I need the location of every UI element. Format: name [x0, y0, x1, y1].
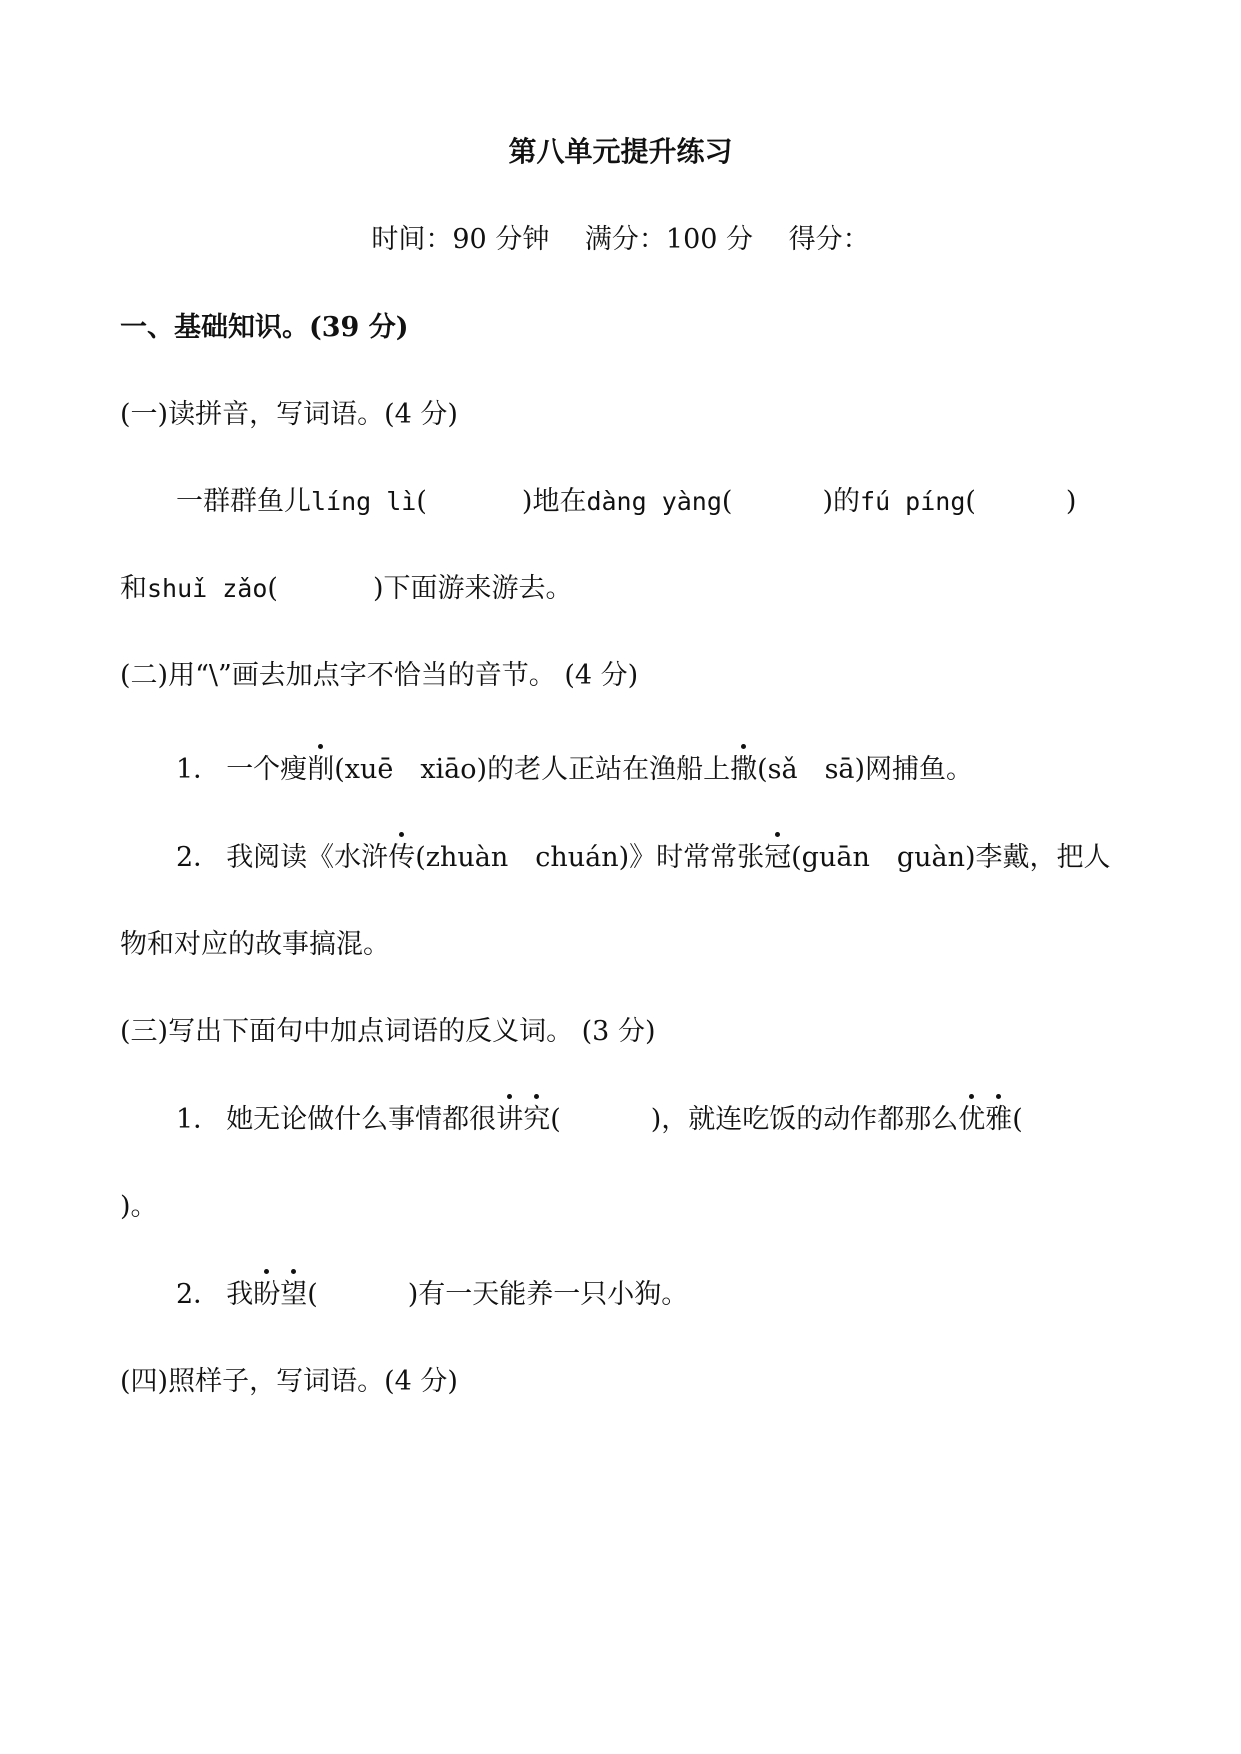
text-segment: 她无论做什么事情都很 — [226, 1104, 497, 1135]
text-segment: 一个瘦 — [226, 754, 308, 785]
page-title: 第八单元提升练习 — [508, 135, 733, 168]
question-heading-pronunciation: (二)用“\”画去加点字不恰当的音节。 (4 分) — [120, 660, 639, 691]
text-segment: )地在 — [521, 486, 587, 517]
text-segment: )有一天能养一只小狗。 — [407, 1279, 689, 1310]
pinyin-line-1: 一群群鱼儿líng lì( )地在dàng yàng( )的fú píng( ) — [176, 486, 1077, 517]
item-number: 1． — [176, 754, 221, 785]
dotted-char: 优 — [958, 1100, 985, 1140]
text-segment: 和 — [120, 573, 147, 604]
exam-meta: 时间：90 分钟 满分：100 分 得分： — [371, 224, 870, 255]
dotted-char: 撒 — [730, 750, 757, 790]
section-heading-basics: 一、基础知识。(39 分) — [120, 312, 409, 343]
dotted-word — [496, 1104, 550, 1135]
text-segment: ) — [1065, 486, 1077, 517]
antonym-item-1 — [0, 1100, 1241, 1140]
item-number: 2． — [176, 842, 221, 873]
dotted-char: 究 — [523, 1100, 550, 1140]
text-segment: )下面游来游去。 — [372, 573, 573, 604]
text-segment: )，就连吃饭的动作都那么 — [650, 1104, 959, 1135]
pinyin-lingli: líng lì — [311, 487, 417, 516]
item-number: 1． — [176, 1104, 221, 1135]
dotted-word — [958, 1104, 1012, 1135]
dotted-char: 讲 — [496, 1100, 523, 1140]
dotted-word — [253, 1279, 307, 1310]
text-segment: (sǎ sā)网捕鱼。 — [757, 754, 974, 785]
antonym-item-1-continued: )。 — [120, 1191, 158, 1222]
item-number: 2． — [176, 1279, 221, 1310]
text-segment: 我阅读《水浒 — [226, 842, 389, 873]
text-segment: ( — [1012, 1104, 1023, 1135]
pinyin-dangyang: dàng yàng — [586, 487, 722, 516]
dotted-char: 盼 — [253, 1275, 280, 1315]
question-heading-antonyms: (三)写出下面句中加点词语的反义词。 (3 分) — [120, 1016, 656, 1047]
dotted-char: 传 — [388, 838, 415, 878]
question-heading-pinyin: (一)读拼音，写词语。(4 分) — [120, 399, 458, 430]
dotted-char: 冠 — [764, 838, 791, 878]
dotted-char: 雅 — [985, 1100, 1012, 1140]
text-segment: 我 — [226, 1279, 254, 1310]
dotted-char: 望 — [280, 1275, 307, 1315]
antonym-item-2 — [0, 1275, 1241, 1315]
pronunciation-item-1 — [0, 750, 1241, 790]
pinyin-shuizao: shuǐ zǎo — [147, 574, 268, 603]
text-segment: )的 — [822, 486, 861, 517]
pronunciation-item-2-continued: 物和对应的故事搞混。 — [120, 929, 390, 960]
text-segment: 一群群鱼儿 — [176, 486, 311, 517]
text-segment: (xuē xiāo)的老人正站在渔船上 — [334, 754, 731, 785]
pinyin-fuping: fú píng — [860, 487, 966, 516]
question-heading-word-pattern: (四)照样子，写词语。(4 分) — [120, 1366, 458, 1397]
pinyin-line-2: 和shuǐ zǎo( )下面游来游去。 — [120, 573, 573, 604]
pronunciation-item-2 — [0, 838, 1241, 878]
text-segment: (zhuàn chuán)》时常常张 — [415, 842, 765, 873]
text-segment: ( — [307, 1279, 318, 1310]
text-segment: ( — [550, 1104, 561, 1135]
dotted-char: 削 — [307, 750, 334, 790]
text-segment: (guān guàn)李戴，把人 — [791, 842, 1111, 873]
